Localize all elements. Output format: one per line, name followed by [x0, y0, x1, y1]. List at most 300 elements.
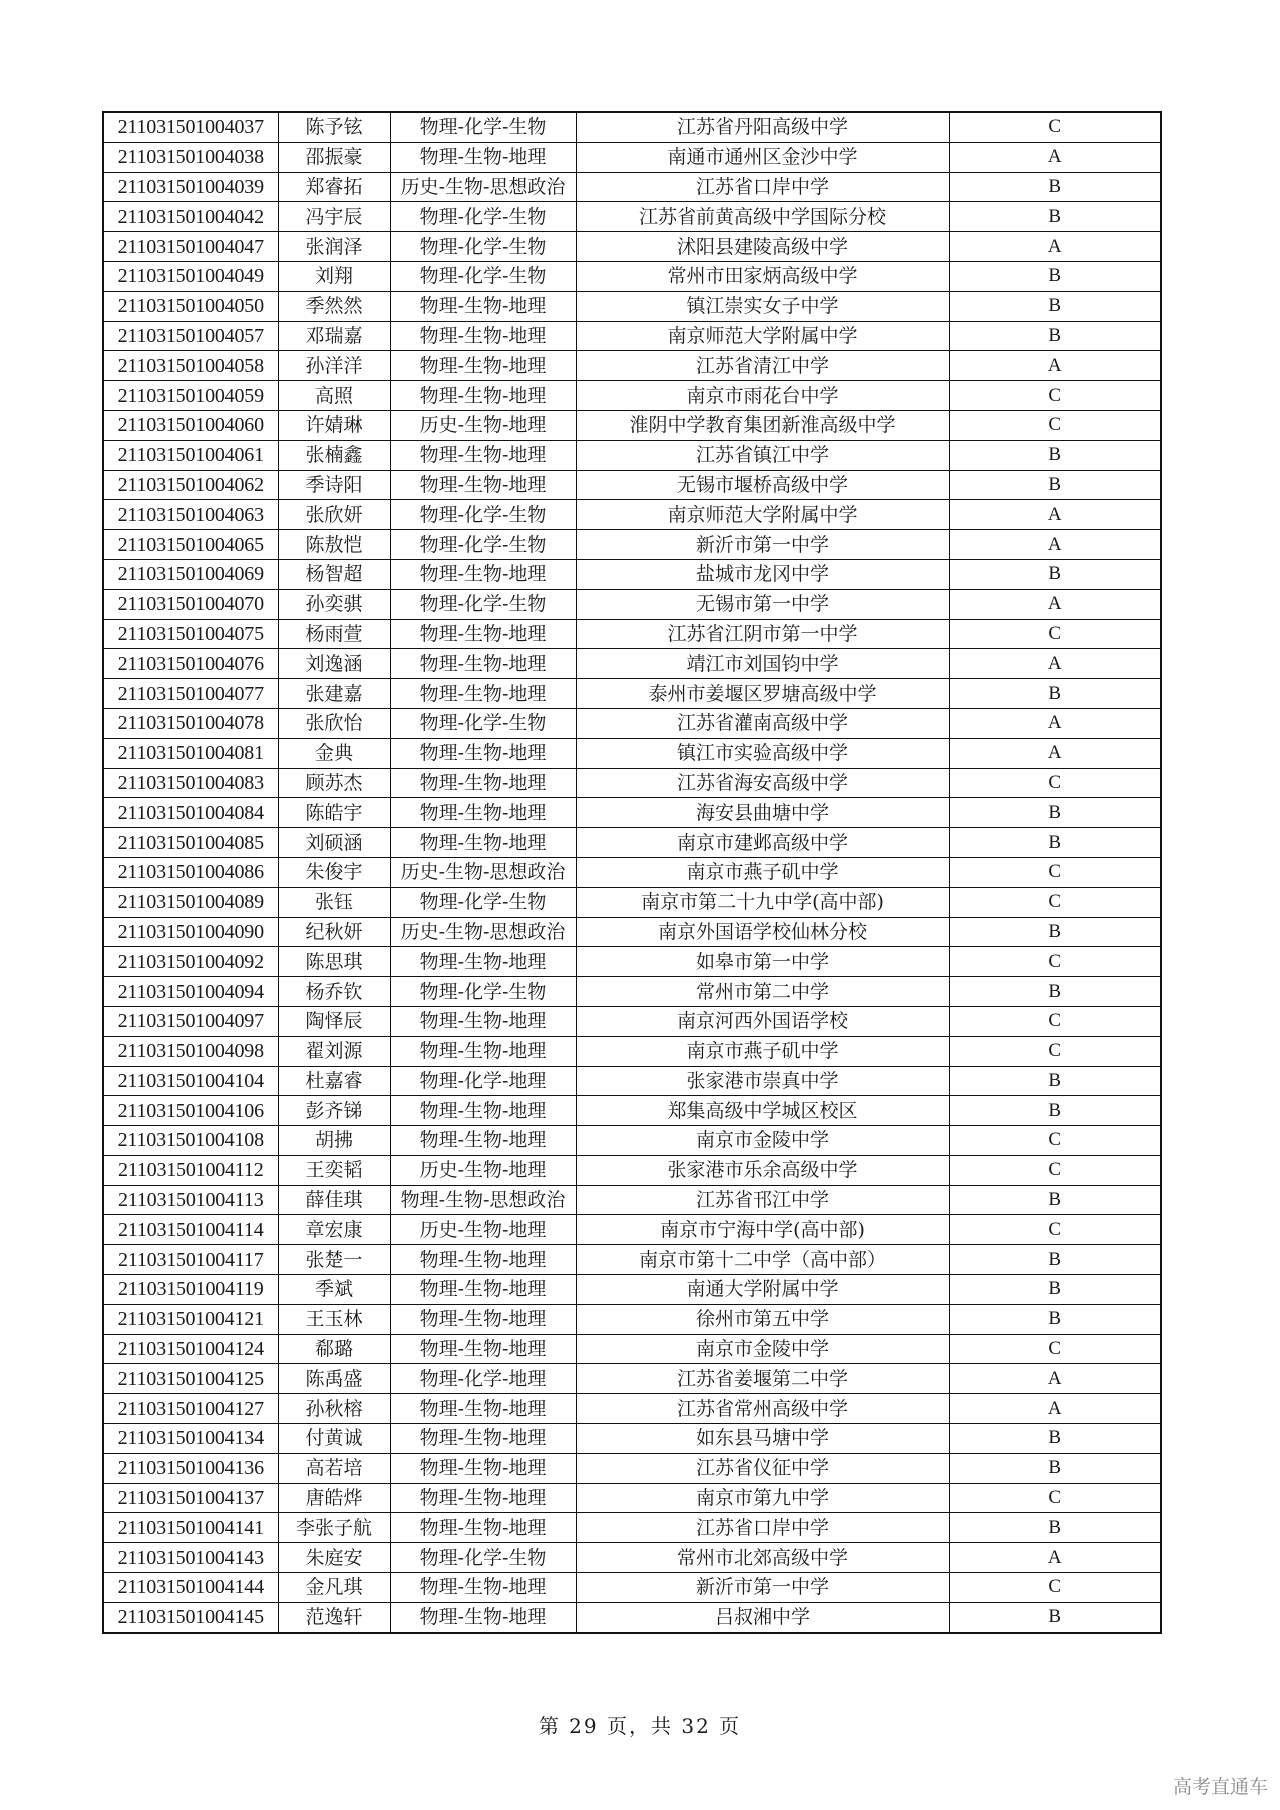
student-name-cell: 刘硕涵: [278, 828, 390, 858]
subject-combo-cell: 物理-化学-地理: [390, 1066, 576, 1096]
school-cell: 南京市建邺高级中学: [576, 828, 949, 858]
table-row: [103, 1334, 1161, 1364]
grade-cell: B: [949, 559, 1161, 589]
exam-id-cell: 211031501004098: [103, 1036, 278, 1066]
grade-cell: A: [949, 142, 1161, 172]
grade-cell: B: [949, 1096, 1161, 1126]
student-name-cell: 顾苏杰: [278, 768, 390, 798]
school-cell: 新沂市第一中学: [576, 1573, 949, 1603]
subject-combo-cell: 物理-生物-地理: [390, 1245, 576, 1275]
subject-combo-cell: 物理-生物-地理: [390, 1006, 576, 1036]
table-row: [103, 1155, 1161, 1185]
exam-id-cell: 211031501004083: [103, 768, 278, 798]
grade-cell: C: [949, 1006, 1161, 1036]
subject-combo-cell: 物理-化学-生物: [390, 112, 576, 142]
student-name-cell: 王玉林: [278, 1304, 390, 1334]
grade-cell: B: [949, 1245, 1161, 1275]
subject-combo-cell: 物理-化学-生物: [390, 887, 576, 917]
table-row: [103, 321, 1161, 351]
exam-id-cell: 211031501004085: [103, 828, 278, 858]
subject-combo-cell: 物理-生物-地理: [390, 1334, 576, 1364]
exam-id-cell: 211031501004058: [103, 351, 278, 381]
grade-cell: A: [949, 1543, 1161, 1573]
table-row: [103, 649, 1161, 679]
exam-id-cell: 211031501004106: [103, 1096, 278, 1126]
grade-cell: C: [949, 381, 1161, 411]
student-name-cell: 季然然: [278, 291, 390, 321]
exam-id-cell: 211031501004063: [103, 500, 278, 530]
student-name-cell: 张楠鑫: [278, 440, 390, 470]
table-row: [103, 1006, 1161, 1036]
subject-combo-cell: 物理-生物-地理: [390, 798, 576, 828]
school-cell: 南京市金陵中学: [576, 1334, 949, 1364]
grade-cell: A: [949, 1394, 1161, 1424]
student-name-cell: 孙奕骐: [278, 589, 390, 619]
grade-cell: A: [949, 530, 1161, 560]
exam-id-cell: 211031501004050: [103, 291, 278, 321]
student-name-cell: 冯宇辰: [278, 202, 390, 232]
table-row: [103, 351, 1161, 381]
grade-cell: B: [949, 321, 1161, 351]
exam-id-cell: 211031501004049: [103, 261, 278, 291]
student-name-cell: 杨乔钦: [278, 977, 390, 1007]
table-row: [103, 1513, 1161, 1543]
exam-id-cell: 211031501004086: [103, 857, 278, 887]
table-row: [103, 1424, 1161, 1454]
grade-cell: B: [949, 1453, 1161, 1483]
student-name-cell: 杜嘉睿: [278, 1066, 390, 1096]
student-name-cell: 胡拂: [278, 1126, 390, 1156]
grade-cell: A: [949, 232, 1161, 262]
student-name-cell: 彭齐锑: [278, 1096, 390, 1126]
exam-id-cell: 211031501004090: [103, 917, 278, 947]
exam-id-cell: 211031501004059: [103, 381, 278, 411]
exam-id-cell: 211031501004094: [103, 977, 278, 1007]
table-row: [103, 619, 1161, 649]
school-cell: 南京市第九中学: [576, 1483, 949, 1513]
exam-id-cell: 211031501004084: [103, 798, 278, 828]
grade-cell: B: [949, 828, 1161, 858]
table-row: [103, 1036, 1161, 1066]
exam-id-cell: 211031501004062: [103, 470, 278, 500]
table-row: [103, 1245, 1161, 1275]
grade-cell: C: [949, 887, 1161, 917]
school-cell: 靖江市刘国钧中学: [576, 649, 949, 679]
table-row: [103, 1126, 1161, 1156]
school-cell: 南京河西外国语学校: [576, 1006, 949, 1036]
exam-id-cell: 211031501004039: [103, 172, 278, 202]
exam-id-cell: 211031501004069: [103, 559, 278, 589]
table-row: [103, 679, 1161, 709]
school-cell: 江苏省姜堰第二中学: [576, 1364, 949, 1394]
exam-id-cell: 211031501004145: [103, 1602, 278, 1632]
school-cell: 江苏省江阴市第一中学: [576, 619, 949, 649]
grade-cell: A: [949, 738, 1161, 768]
student-name-cell: 付黄诚: [278, 1424, 390, 1454]
exam-id-cell: 211031501004124: [103, 1334, 278, 1364]
subject-combo-cell: 物理-生物-地理: [390, 828, 576, 858]
table-row: [103, 917, 1161, 947]
student-name-cell: 杨雨萱: [278, 619, 390, 649]
school-cell: 张家港市乐余高级中学: [576, 1155, 949, 1185]
grade-cell: B: [949, 1424, 1161, 1454]
student-name-cell: 张钰: [278, 887, 390, 917]
student-name-cell: 许婧琳: [278, 410, 390, 440]
table-row: [103, 1602, 1161, 1632]
exam-id-cell: 211031501004134: [103, 1424, 278, 1454]
school-cell: 镇江崇实女子中学: [576, 291, 949, 321]
student-name-cell: 孙洋洋: [278, 351, 390, 381]
subject-combo-cell: 物理-化学-生物: [390, 589, 576, 619]
student-name-cell: 唐皓烨: [278, 1483, 390, 1513]
school-cell: 海安县曲塘中学: [576, 798, 949, 828]
subject-combo-cell: 历史-生物-地理: [390, 1215, 576, 1245]
grade-cell: B: [949, 291, 1161, 321]
student-name-cell: 范逸轩: [278, 1602, 390, 1632]
roster-body: [103, 112, 1161, 1633]
grade-cell: B: [949, 202, 1161, 232]
school-cell: 江苏省清江中学: [576, 351, 949, 381]
school-cell: 南京外国语学校仙林分校: [576, 917, 949, 947]
student-name-cell: 朱俊宇: [278, 857, 390, 887]
subject-combo-cell: 物理-生物-地理: [390, 679, 576, 709]
exam-id-cell: 211031501004141: [103, 1513, 278, 1543]
grade-cell: C: [949, 1215, 1161, 1245]
exam-id-cell: 211031501004143: [103, 1543, 278, 1573]
subject-combo-cell: 物理-生物-地理: [390, 1304, 576, 1334]
student-name-cell: 郗璐: [278, 1334, 390, 1364]
student-name-cell: 季斌: [278, 1275, 390, 1305]
school-cell: 沭阳县建陵高级中学: [576, 232, 949, 262]
grade-cell: C: [949, 410, 1161, 440]
subject-combo-cell: 物理-生物-地理: [390, 1096, 576, 1126]
school-cell: 江苏省口岸中学: [576, 1513, 949, 1543]
table-row: [103, 1096, 1161, 1126]
student-name-cell: 王奕韬: [278, 1155, 390, 1185]
student-name-cell: 陈皓宇: [278, 798, 390, 828]
table-row: [103, 947, 1161, 977]
student-name-cell: 章宏康: [278, 1215, 390, 1245]
student-name-cell: 刘逸涵: [278, 649, 390, 679]
subject-combo-cell: 历史-生物-思想政治: [390, 917, 576, 947]
subject-combo-cell: 物理-生物-地理: [390, 1126, 576, 1156]
school-cell: 郑集高级中学城区校区: [576, 1096, 949, 1126]
exam-id-cell: 211031501004136: [103, 1453, 278, 1483]
subject-combo-cell: 物理-生物-地理: [390, 381, 576, 411]
exam-id-cell: 211031501004125: [103, 1364, 278, 1394]
subject-combo-cell: 物理-生物-地理: [390, 1513, 576, 1543]
student-name-cell: 薛佳琪: [278, 1185, 390, 1215]
table-row: [103, 261, 1161, 291]
exam-id-cell: 211031501004078: [103, 708, 278, 738]
exam-id-cell: 211031501004117: [103, 1245, 278, 1275]
table-row: [103, 738, 1161, 768]
subject-combo-cell: 物理-生物-地理: [390, 321, 576, 351]
table-row: [103, 1453, 1161, 1483]
exam-id-cell: 211031501004144: [103, 1573, 278, 1603]
table-row: [103, 798, 1161, 828]
exam-id-cell: 211031501004057: [103, 321, 278, 351]
subject-combo-cell: 物理-生物-地理: [390, 738, 576, 768]
subject-combo-cell: 物理-化学-地理: [390, 1364, 576, 1394]
table-row: [103, 470, 1161, 500]
watermark-label: 高考直通车: [1172, 1776, 1268, 1798]
table-row: [103, 1483, 1161, 1513]
table-row: [103, 530, 1161, 560]
student-name-cell: 陈思琪: [278, 947, 390, 977]
grade-cell: C: [949, 1573, 1161, 1603]
school-cell: 无锡市堰桥高级中学: [576, 470, 949, 500]
grade-cell: C: [949, 1036, 1161, 1066]
grade-cell: C: [949, 112, 1161, 142]
school-cell: 无锡市第一中学: [576, 589, 949, 619]
subject-combo-cell: 物理-化学-生物: [390, 708, 576, 738]
table-row: [103, 857, 1161, 887]
table-row: [103, 1364, 1161, 1394]
school-cell: 常州市北郊高级中学: [576, 1543, 949, 1573]
exam-id-cell: 211031501004081: [103, 738, 278, 768]
subject-combo-cell: 物理-生物-地理: [390, 768, 576, 798]
grade-cell: C: [949, 1334, 1161, 1364]
school-cell: 南京市燕子矶中学: [576, 857, 949, 887]
table-row: [103, 708, 1161, 738]
school-cell: 常州市田家炳高级中学: [576, 261, 949, 291]
school-cell: 如皋市第一中学: [576, 947, 949, 977]
student-name-cell: 张建嘉: [278, 679, 390, 709]
exam-id-cell: 211031501004061: [103, 440, 278, 470]
school-cell: 南京市第十二中学（高中部）: [576, 1245, 949, 1275]
exam-id-cell: 211031501004121: [103, 1304, 278, 1334]
exam-id-cell: 211031501004037: [103, 112, 278, 142]
student-name-cell: 郑睿拓: [278, 172, 390, 202]
grade-cell: A: [949, 351, 1161, 381]
exam-id-cell: 211031501004070: [103, 589, 278, 619]
student-name-cell: 季诗阳: [278, 470, 390, 500]
grade-cell: C: [949, 1483, 1161, 1513]
school-cell: 泰州市姜堰区罗塘高级中学: [576, 679, 949, 709]
student-name-cell: 张楚一: [278, 1245, 390, 1275]
grade-cell: B: [949, 977, 1161, 1007]
exam-id-cell: 211031501004127: [103, 1394, 278, 1424]
exam-id-cell: 211031501004113: [103, 1185, 278, 1215]
student-roster-table: [102, 111, 1162, 1634]
student-name-cell: 张欣妍: [278, 500, 390, 530]
grade-cell: C: [949, 1126, 1161, 1156]
subject-combo-cell: 物理-生物-地理: [390, 559, 576, 589]
school-cell: 南通市通州区金沙中学: [576, 142, 949, 172]
grade-cell: B: [949, 679, 1161, 709]
exam-id-cell: 211031501004114: [103, 1215, 278, 1245]
school-cell: 新沂市第一中学: [576, 530, 949, 560]
school-cell: 江苏省海安高级中学: [576, 768, 949, 798]
grade-cell: B: [949, 1513, 1161, 1543]
exam-id-cell: 211031501004137: [103, 1483, 278, 1513]
student-name-cell: 翟刘源: [278, 1036, 390, 1066]
school-cell: 江苏省口岸中学: [576, 172, 949, 202]
school-cell: 江苏省常州高级中学: [576, 1394, 949, 1424]
grade-cell: B: [949, 1185, 1161, 1215]
grade-cell: A: [949, 1364, 1161, 1394]
grade-cell: B: [949, 1304, 1161, 1334]
exam-id-cell: 211031501004089: [103, 887, 278, 917]
subject-combo-cell: 物理-生物-地理: [390, 1275, 576, 1305]
table-row: [103, 202, 1161, 232]
exam-id-cell: 211031501004075: [103, 619, 278, 649]
school-cell: 江苏省镇江中学: [576, 440, 949, 470]
school-cell: 南京市雨花台中学: [576, 381, 949, 411]
student-name-cell: 李张子航: [278, 1513, 390, 1543]
table-row: [103, 1215, 1161, 1245]
grade-cell: A: [949, 589, 1161, 619]
subject-combo-cell: 历史-生物-思想政治: [390, 857, 576, 887]
exam-id-cell: 211031501004077: [103, 679, 278, 709]
school-cell: 吕叔湘中学: [576, 1602, 949, 1632]
grade-cell: A: [949, 708, 1161, 738]
school-cell: 南京师范大学附属中学: [576, 500, 949, 530]
table-row: [103, 440, 1161, 470]
table-row: [103, 142, 1161, 172]
student-name-cell: 刘翔: [278, 261, 390, 291]
subject-combo-cell: 物理-生物-地理: [390, 649, 576, 679]
student-name-cell: 张润泽: [278, 232, 390, 262]
exam-id-cell: 211031501004065: [103, 530, 278, 560]
school-cell: 南通大学附属中学: [576, 1275, 949, 1305]
student-name-cell: 朱庭安: [278, 1543, 390, 1573]
grade-cell: A: [949, 500, 1161, 530]
table-row: [103, 559, 1161, 589]
subject-combo-cell: 物理-生物-地理: [390, 1424, 576, 1454]
school-cell: 张家港市崇真中学: [576, 1066, 949, 1096]
subject-combo-cell: 物理-生物-地理: [390, 1453, 576, 1483]
school-cell: 镇江市实验高级中学: [576, 738, 949, 768]
student-name-cell: 孙秋榕: [278, 1394, 390, 1424]
grade-cell: B: [949, 261, 1161, 291]
grade-cell: B: [949, 1066, 1161, 1096]
school-cell: 江苏省仪征中学: [576, 1453, 949, 1483]
exam-id-cell: 211031501004112: [103, 1155, 278, 1185]
school-cell: 江苏省前黄高级中学国际分校: [576, 202, 949, 232]
student-name-cell: 邵振豪: [278, 142, 390, 172]
school-cell: 如东县马塘中学: [576, 1424, 949, 1454]
student-name-cell: 高照: [278, 381, 390, 411]
grade-cell: B: [949, 1275, 1161, 1305]
table-row: [103, 1543, 1161, 1573]
grade-cell: C: [949, 857, 1161, 887]
student-name-cell: 张欣怡: [278, 708, 390, 738]
subject-combo-cell: 物理-生物-地理: [390, 1036, 576, 1066]
subject-combo-cell: 物理-生物-地理: [390, 440, 576, 470]
subject-combo-cell: 物理-化学-生物: [390, 261, 576, 291]
grade-cell: B: [949, 440, 1161, 470]
school-cell: 南京市燕子矶中学: [576, 1036, 949, 1066]
subject-combo-cell: 物理-生物-思想政治: [390, 1185, 576, 1215]
grade-cell: C: [949, 768, 1161, 798]
exam-id-cell: 211031501004119: [103, 1275, 278, 1305]
subject-combo-cell: 物理-化学-生物: [390, 202, 576, 232]
exam-id-cell: 211031501004038: [103, 142, 278, 172]
school-cell: 常州市第二中学: [576, 977, 949, 1007]
school-cell: 徐州市第五中学: [576, 1304, 949, 1334]
exam-id-cell: 211031501004097: [103, 1006, 278, 1036]
subject-combo-cell: 物理-生物-地理: [390, 351, 576, 381]
grade-cell: B: [949, 172, 1161, 202]
grade-cell: B: [949, 1602, 1161, 1632]
student-name-cell: 高若培: [278, 1453, 390, 1483]
exam-id-cell: 211031501004060: [103, 410, 278, 440]
subject-combo-cell: 历史-生物-地理: [390, 410, 576, 440]
table-row: [103, 172, 1161, 202]
subject-combo-cell: 物理-生物-地理: [390, 1602, 576, 1632]
school-cell: 南京市第二十九中学(高中部): [576, 887, 949, 917]
subject-combo-cell: 历史-生物-思想政治: [390, 172, 576, 202]
table-row: [103, 291, 1161, 321]
student-name-cell: 邓瑞嘉: [278, 321, 390, 351]
subject-combo-cell: 物理-化学-生物: [390, 1543, 576, 1573]
table-row: [103, 410, 1161, 440]
exam-id-cell: 211031501004092: [103, 947, 278, 977]
table-row: [103, 1304, 1161, 1334]
school-cell: 江苏省邗江中学: [576, 1185, 949, 1215]
exam-id-cell: 211031501004108: [103, 1126, 278, 1156]
subject-combo-cell: 物理-生物-地理: [390, 291, 576, 321]
school-cell: 江苏省丹阳高级中学: [576, 112, 949, 142]
table-row: [103, 112, 1161, 142]
school-cell: 盐城市龙冈中学: [576, 559, 949, 589]
subject-combo-cell: 物理-生物-地理: [390, 470, 576, 500]
school-cell: 南京师范大学附属中学: [576, 321, 949, 351]
grade-cell: B: [949, 917, 1161, 947]
table-row: [103, 1066, 1161, 1096]
subject-combo-cell: 历史-生物-地理: [390, 1155, 576, 1185]
exam-id-cell: 211031501004042: [103, 202, 278, 232]
school-cell: 南京市宁海中学(高中部): [576, 1215, 949, 1245]
student-name-cell: 陈敖恺: [278, 530, 390, 560]
school-cell: 江苏省灌南高级中学: [576, 708, 949, 738]
table-row: [103, 500, 1161, 530]
student-name-cell: 陈予铉: [278, 112, 390, 142]
table-row: [103, 1394, 1161, 1424]
subject-combo-cell: 物理-化学-生物: [390, 232, 576, 262]
grade-cell: B: [949, 470, 1161, 500]
subject-combo-cell: 物理-生物-地理: [390, 1483, 576, 1513]
table-row: [103, 381, 1161, 411]
student-name-cell: 金凡琪: [278, 1573, 390, 1603]
student-name-cell: 纪秋妍: [278, 917, 390, 947]
grade-cell: B: [949, 798, 1161, 828]
school-cell: 淮阴中学教育集团新淮高级中学: [576, 410, 949, 440]
table-row: [103, 1573, 1161, 1603]
subject-combo-cell: 物理-化学-生物: [390, 977, 576, 1007]
exam-id-cell: 211031501004076: [103, 649, 278, 679]
table-row: [103, 887, 1161, 917]
exam-id-cell: 211031501004047: [103, 232, 278, 262]
subject-combo-cell: 物理-生物-地理: [390, 142, 576, 172]
table-row: [103, 1185, 1161, 1215]
exam-id-cell: 211031501004104: [103, 1066, 278, 1096]
table-row: [103, 589, 1161, 619]
subject-combo-cell: 物理-生物-地理: [390, 619, 576, 649]
subject-combo-cell: 物理-化学-生物: [390, 500, 576, 530]
school-cell: 南京市金陵中学: [576, 1126, 949, 1156]
table-row: [103, 768, 1161, 798]
student-name-cell: 金典: [278, 738, 390, 768]
subject-combo-cell: 物理-化学-生物: [390, 530, 576, 560]
subject-combo-cell: 物理-生物-地理: [390, 1573, 576, 1603]
student-name-cell: 陈禹盛: [278, 1364, 390, 1394]
subject-combo-cell: 物理-生物-地理: [390, 1394, 576, 1424]
grade-cell: C: [949, 1155, 1161, 1185]
table-row: [103, 1275, 1161, 1305]
